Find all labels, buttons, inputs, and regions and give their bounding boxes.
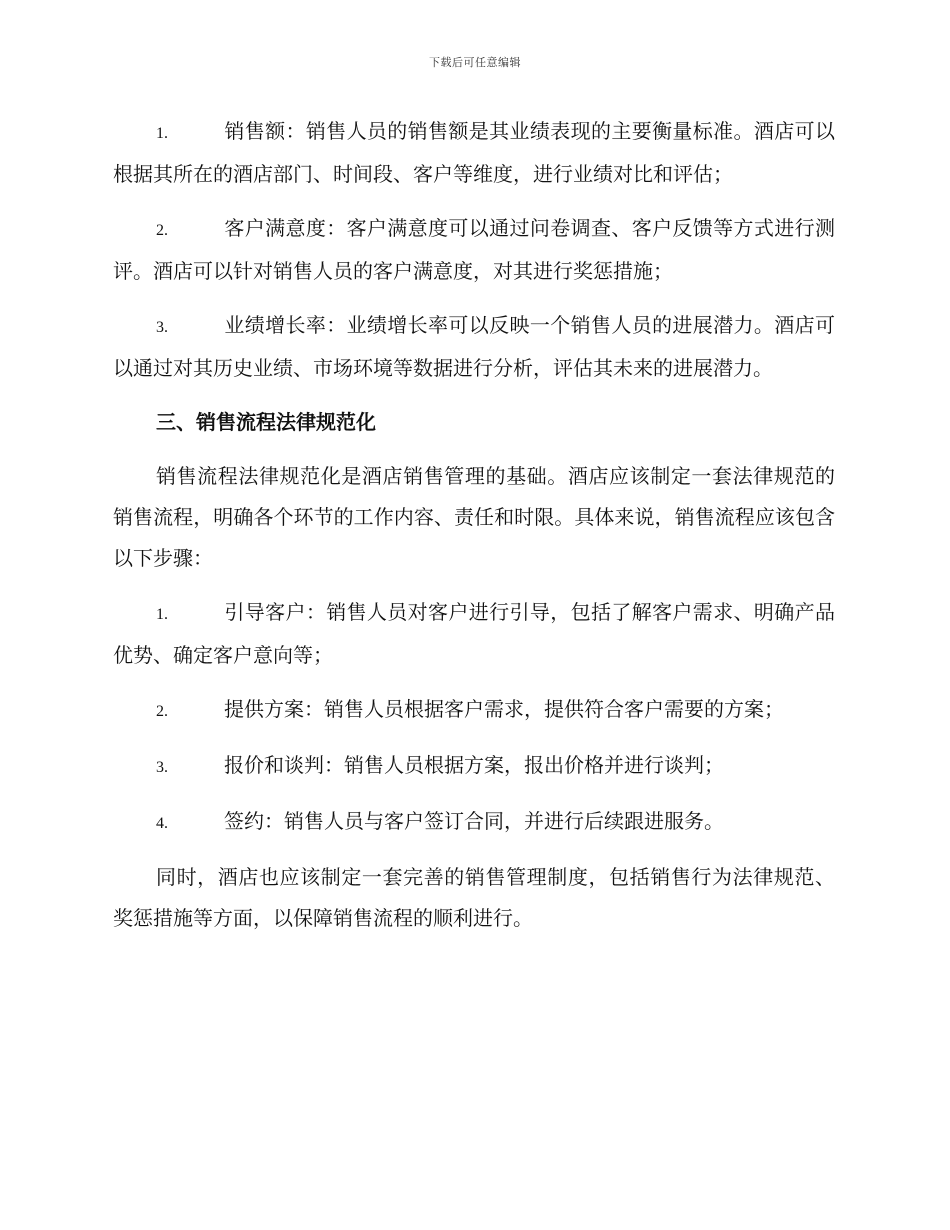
list-item [113, 689, 835, 732]
list-text: 报价和谈判：销售人员根据方案，报出价格并进行谈判； [224, 753, 724, 777]
list-text: 签约：销售人员与客户签订合同，并进行后续跟进服务。 [224, 809, 724, 833]
list-number: 2. [156, 222, 168, 239]
list-item [113, 305, 835, 389]
list-text: 业绩增长率：业绩增长率可以反映一个销售人员的进展潜力。酒店可以通过对其历史业绩、市场环境等数据进行分析，评估其未来的进展潜力。 [113, 313, 835, 380]
list-number: 2. [156, 703, 168, 720]
list-item [113, 745, 835, 788]
list-text: 销售额：销售人员的销售额是其业绩表现的主要衡量标准。酒店可以根据其所在的酒店部门、时间段、客户等维度，进行业绩对比和评估； [113, 119, 835, 186]
list-number: 3. [156, 319, 168, 336]
list-number: 3. [156, 759, 168, 776]
list-item [113, 208, 835, 292]
page-header: 下载后可任意编辑 [429, 56, 521, 69]
list-text: 引导客户：销售人员对客户进行引导，包括了解客户需求、明确产品优势、确定客户意向等； [113, 600, 835, 667]
list-text: 客户满意度：客户满意度可以通过问卷调查、客户反馈等方式进行测评。酒店可以针对销售人员的客户满意度，对其进行奖惩措施； [113, 216, 835, 283]
list-text: 提供方案：销售人员根据客户需求，提供符合客户需要的方案； [224, 697, 784, 721]
list-item [113, 801, 835, 844]
list-item [113, 111, 835, 195]
closing-paragraph: 同时，酒店也应该制定一套完善的销售管理制度，包括销售行为法律规范、奖惩措施等方面，以保障销售流程的顺利进行。 [113, 865, 835, 930]
list-item [113, 592, 835, 676]
document-body [113, 111, 835, 952]
list-number: 4. [156, 815, 168, 832]
list-number: 1. [156, 125, 168, 142]
section-intro-paragraph: 销售流程法律规范化是酒店销售管理的基础。酒店应该制定一套法律规范的销售流程，明确各个环节的工作内容、责任和时限。具体来说，销售流程应该包含以下步骤： [113, 464, 835, 570]
section-heading: 三、销售流程法律规范化 [156, 410, 376, 434]
list-number: 1. [156, 606, 168, 623]
